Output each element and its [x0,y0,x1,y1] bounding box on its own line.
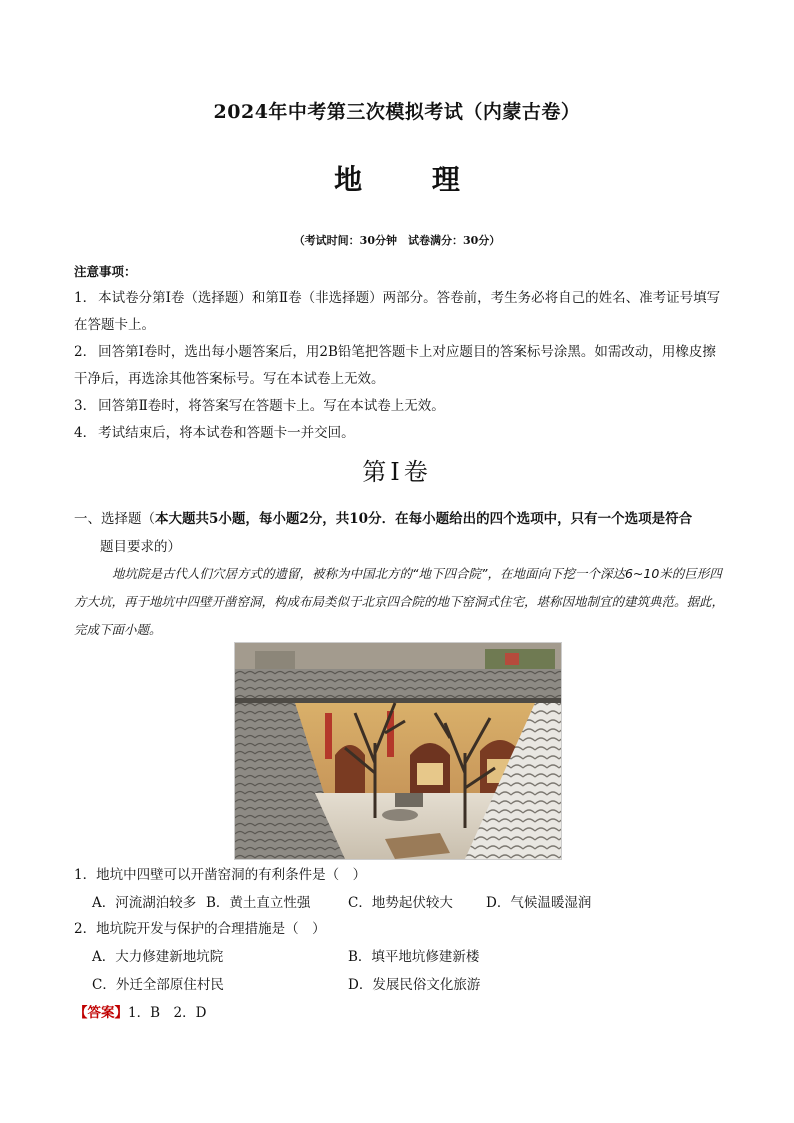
exam-title: 2024年中考第三次模拟考试（内蒙古卷） [213,101,581,123]
question-1-option-c[interactable]: C．地势起伏较大 [348,895,453,911]
mcq-lead: 一、选择题（ [74,511,155,527]
notice-item-text: 回答第Ⅱ卷时，将答案写在答题卡上。写在本试卷上无效。 [98,398,445,414]
question-2-stem: 2．地坑院开发与保护的合理措施是（ ） [74,921,326,937]
question-2-option-b[interactable]: B．填平地坑修建新楼 [348,949,480,965]
subject-title: 地 理 [334,163,490,196]
notice-item [74,339,724,393]
notice-item-number: 2． [74,344,97,360]
notice-item-number: 4． [74,425,97,441]
question-2-option-a[interactable]: A．大力修建新地坑院 [92,949,224,965]
notice-item-number: 1． [74,290,97,306]
question-1-stem: 1．地坑中四壁可以开凿窑洞的有利条件是（ ） [74,867,367,883]
answer-tag: 【答案】 [74,1005,128,1021]
section-title: 第Ⅰ卷 [362,458,432,486]
notice-list [74,285,724,447]
notice-item [74,420,724,447]
notice-item-number: 3． [74,398,97,414]
notice-heading: 注意事项： [74,264,137,279]
mcq-rules: 本大题共5小题，每小题2分，共10分．在每小题给出的四个选项中，只有一个选项是符合 [155,511,693,527]
answer-text: 1．B 2．D [128,1005,207,1021]
notice-item-text: 本试卷分第Ⅰ卷（选择题）和第Ⅱ卷（非选择题）两部分。答卷前，考生务必将自己的姓名、准考证号填写在答题卡上。 [74,290,721,333]
question-2-option-c[interactable]: C．外迁全部原住村民 [92,977,224,993]
reading-passage: 地坑院是古代人们穴居方式的遗留，被称为中国北方的“地下四合院”，在地面向下挖一个深达6~10米的巨形四方大坑，再于地坑中四壁开凿窑洞，构成布局类似于北京四合院的地下窑洞式住宅，堪称因地制宜的建筑典范。据此，完成下面小题。 [74,566,725,637]
question-1-option-d[interactable]: D．气候温暖湿润 [486,895,592,911]
notice-item [74,393,724,420]
mcq-instructions [74,505,724,561]
notice-item [74,285,724,339]
exam-info: （考试时间：30分钟 试卷满分：30分） [293,234,501,247]
question-2-option-d[interactable]: D．发展民俗文化旅游 [348,977,481,993]
notice-item-text: 考试结束后，将本试卷和答题卡一并交回。 [98,425,355,441]
question-1-option-b[interactable]: B．黄土直立性强 [206,895,311,911]
mcq-rules-continued: 题目要求的） [100,539,181,555]
question-1-option-a[interactable]: A．河流湖泊较多 [92,895,197,911]
courtyard-photo [234,642,562,860]
answer-line [74,1000,206,1026]
notice-item-text: 回答第Ⅰ卷时，选出每小题答案后，用2B铅笔把答题卡上对应题目的答案标号涂黑。如需改动，用橡皮擦干净后，再选涂其他答案标号。写在本试卷上无效。 [74,344,716,387]
